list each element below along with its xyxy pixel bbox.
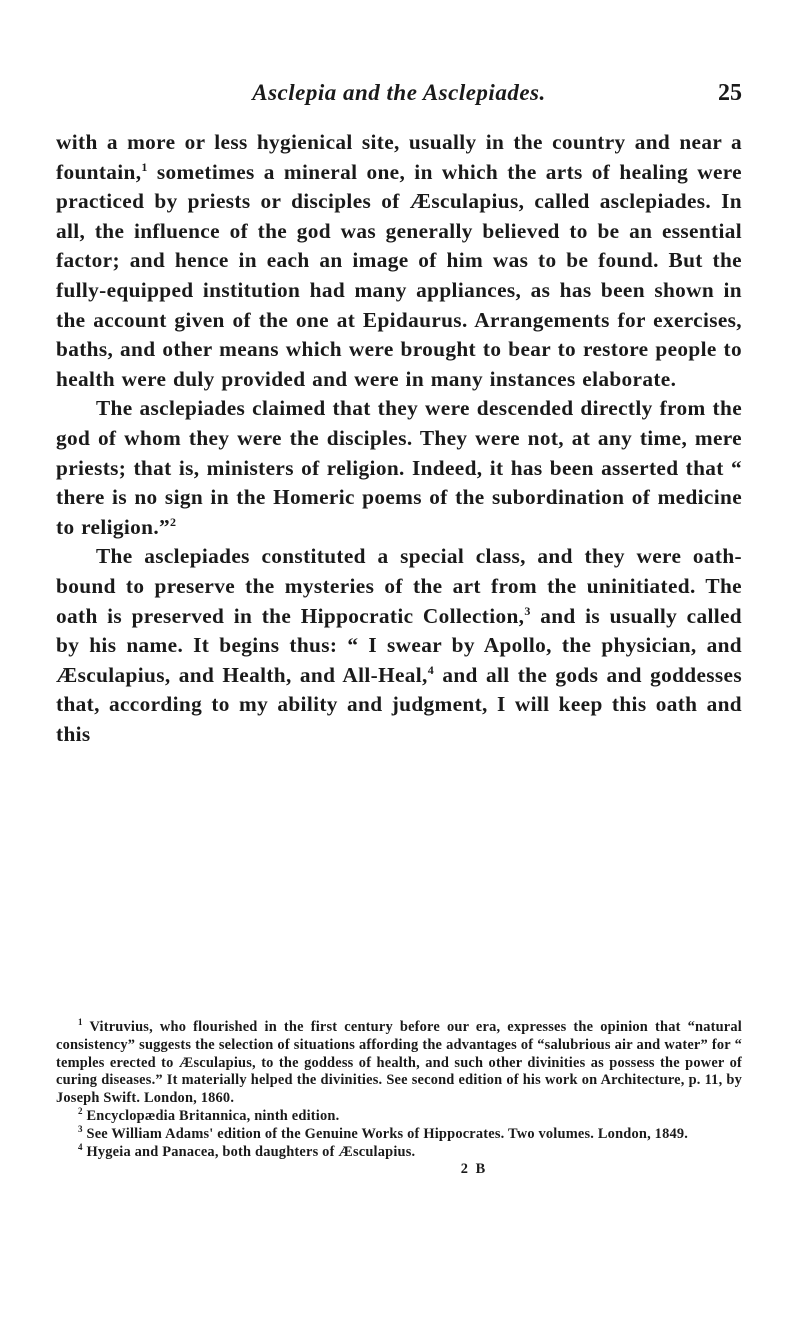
footnote-4-text: Hygeia and Panacea, both daughters of Æsculapius. (82, 1143, 416, 1160)
paragraph-1 (56, 128, 742, 394)
footnote-ref-2: 2 (170, 514, 177, 529)
body-text (56, 128, 742, 749)
footnote-1 (56, 1019, 742, 1108)
page-header (56, 80, 742, 114)
footnote-1-text: Vitruvius, who flourished in the first century before our era, expresses the opinion that “natural consistency” suggests the selection of situations affording the advantages of “salubrious air and water” for “ temples erected to Æsculapius, to the goddess of health, and such other divinities as possess the power of curing diseases.” It materially helped the divinities. See second edition of his work on Architecture, p. 11, by Joseph Swift. London, 1860. (56, 1019, 742, 1107)
signature-mark: 2 B (460, 1161, 488, 1178)
paragraph-3-text-c: and all the gods and goddesses that, according to my ability and judgment, I will keep this oath and this (56, 662, 743, 746)
paragraph-3-text-a: The asclepiades constituted a special class, and they were oath-bound to preserve the mysteries of the art from the uninitiated. The oath is preserved in the Hippocratic Collection, (56, 544, 742, 628)
footnote-1-marker: 1 (78, 1017, 83, 1028)
paragraph-2 (56, 394, 742, 542)
footnote-3-text: See William Adams' edition of the Genuine Works of Hippocrates. Two volumes. London, 1849. (82, 1125, 689, 1142)
paragraph-3 (56, 542, 742, 749)
footnote-2-marker: 2 (78, 1106, 83, 1117)
footnote-2-text: Encyclopædia Britannica, ninth edition. (82, 1107, 340, 1124)
footnote-3 (56, 1123, 742, 1144)
paragraph-2-text: The asclepiades claimed that they were descended directly from the god of whom they were the disciples. They were not, at any time, mere priests; that is, ministers of religion. Indeed, it has been asserted that “ there is no sign in the Homeric poems of the subordination of medicine to religion.” (56, 396, 742, 539)
footnote-ref-4: 4 (427, 662, 435, 677)
footnote-ref-1: 1 (141, 159, 148, 174)
footnotes (56, 1019, 742, 1179)
page-number: 25 (718, 80, 742, 106)
footnote-3-marker: 3 (78, 1123, 83, 1134)
footnote-4 (56, 1141, 742, 1162)
paragraph-1-text-a: with a more or less hygienical site, usually in the country and near a fountain, (56, 130, 742, 184)
footnote-ref-3: 3 (524, 603, 531, 618)
paragraph-1-text-b: sometimes a mineral one, in which the arts of healing were practiced by priests or disciples of Æsculapius, called asclepiades. In all, the influence of the god was generally believed to be an essential factor; and hence in each an image of him was to be found. But the fully-equipped institution had many appliances, as has been shown in the account given of the one at Epidaurus. Arrangements for exercises, baths, and other means which were brought to bear to restore people to health were duly provided and were in many instances elaborate. (56, 159, 742, 391)
paragraph-3-text-b: and is usually called by his name. It begins thus: “ I swear by Apollo, the physician, and Æsculapius, and Health, and All-Heal, (56, 603, 742, 687)
footnote-4-marker: 4 (78, 1141, 83, 1152)
footnote-2 (56, 1108, 742, 1126)
running-head: Asclepia and the Asclepiades. (252, 80, 546, 105)
